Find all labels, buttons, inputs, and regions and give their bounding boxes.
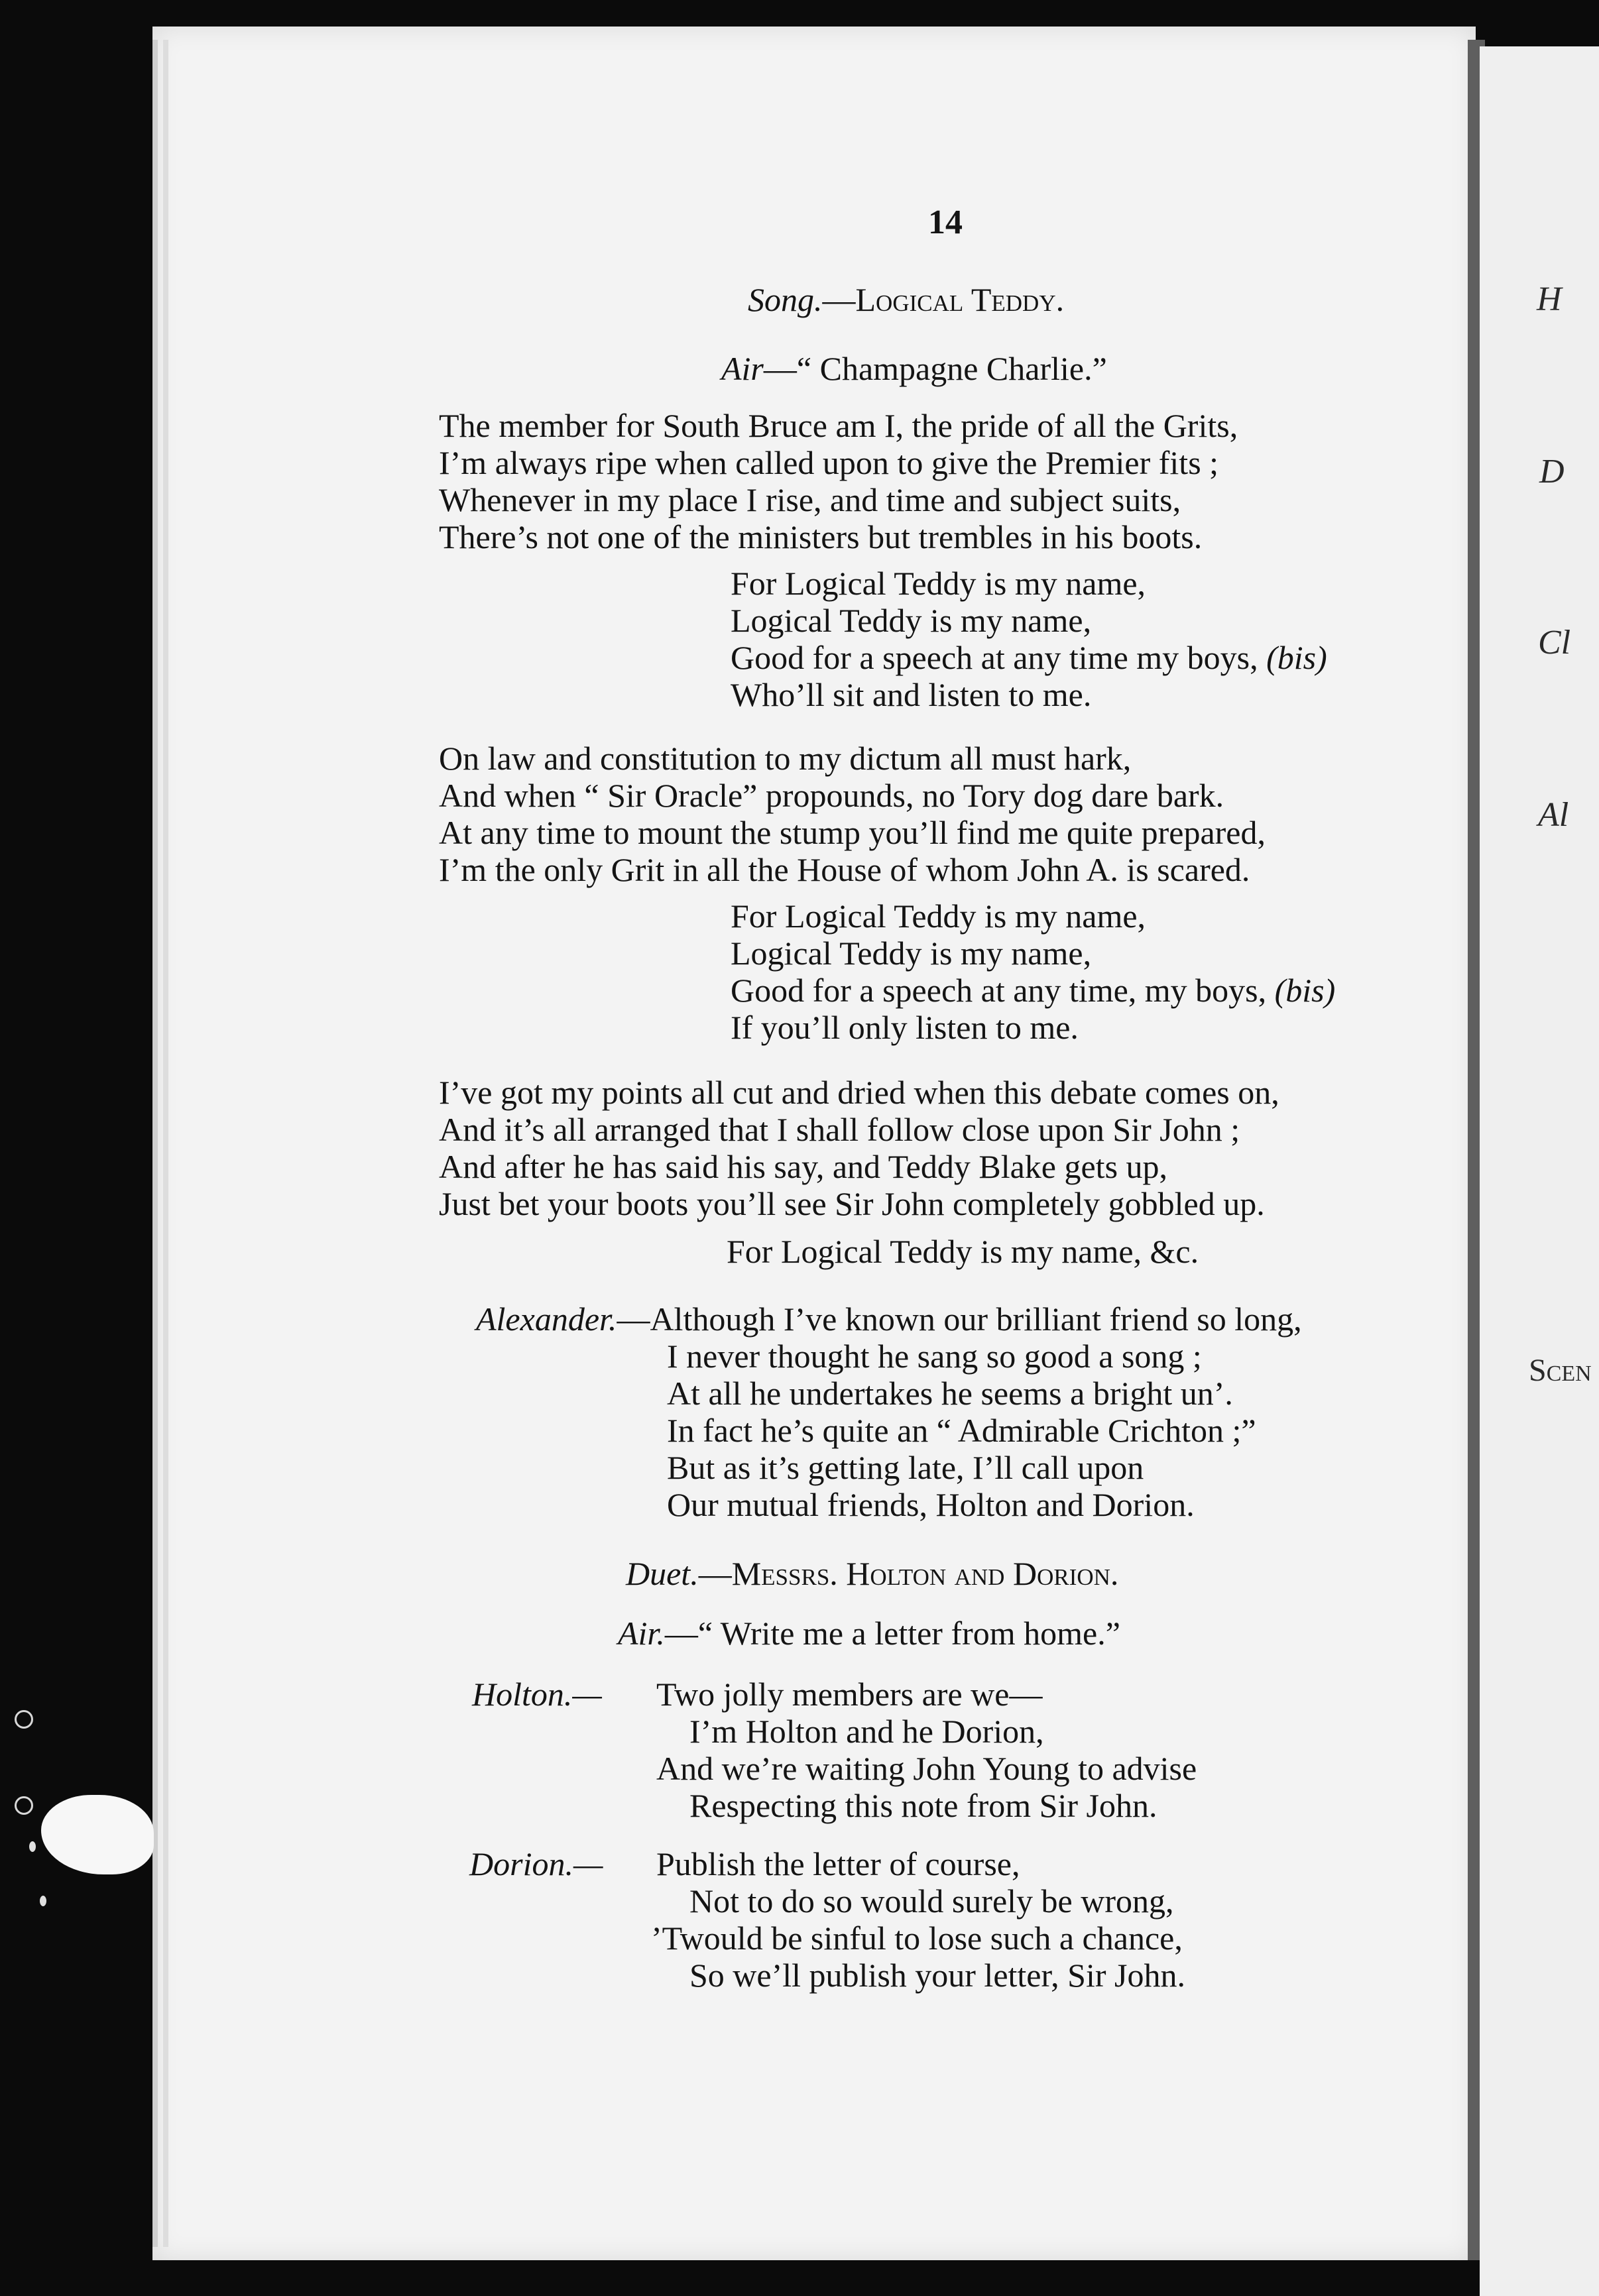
refrain2-line1: For Logical Teddy is my name, [731,897,1146,935]
speaker-dorion: Dorion.— [469,1845,603,1882]
song-air [721,350,1107,387]
dorion-line4: So we’ll publish your letter, Sir John. [689,1957,1185,1994]
verse2-line4: I’m the only Grit in all the House of whom John A. is scared. [439,851,1250,888]
verse1-line1: The member for South Bruce am I, the pride of all the Grits, [439,407,1238,444]
verse2-line1: On law and constitution to my dictum all must hark, [439,740,1132,777]
dorion-line1: Publish the letter of course, [656,1845,1020,1882]
verse3-line1: I’ve got my points all cut and dried when this debate comes on, [439,1074,1279,1111]
speck-1 [29,1841,36,1852]
facing-fragment-cl: Cl [1538,624,1571,661]
verse3-line4: Just bet your boots you’ll see Sir John completely gobbled up. [439,1185,1265,1222]
air-tune: “ Champagne Charlie.” [796,350,1107,387]
refrain1-line1: For Logical Teddy is my name, [731,565,1146,602]
refrain1-line4: Who’ll sit and listen to me. [731,676,1092,713]
duet-air-label: Air. [618,1615,665,1652]
duet-label: Duet. [626,1555,699,1592]
page-edge-left [152,40,158,2247]
refrain1-line2: Logical Teddy is my name, [731,602,1092,639]
verse1-line4: There’s not one of the ministers but trembles in his boots. [439,518,1203,555]
speck-2 [40,1896,46,1906]
page-edge-left-2 [163,40,168,2247]
song-label: Song. [748,281,823,318]
air-dash: — [763,350,797,387]
refrain2-line3 [731,972,1335,1009]
duet-dash: — [698,1555,732,1592]
alexander-line1: —Although I’ve known our brilliant friend so long, [617,1300,1302,1338]
alexander-line3: At all he undertakes he seems a bright un’. [667,1375,1233,1412]
facing-fragment-al: Al [1538,796,1569,834]
alexander-line4: In fact he’s quite an “ Admirable Crichton ;” [667,1412,1256,1449]
verse1-line3: Whenever in my place I rise, and time and subject suits, [439,481,1181,518]
facing-page [1480,46,1599,2296]
verse2-line3: At any time to mount the stump you’ll find me quite prepared, [439,814,1266,851]
holton-line4: Respecting this note from Sir John. [689,1787,1157,1824]
bis-mark-2: (bis) [1274,972,1336,1009]
dorion-line2: Not to do so would surely be wrong, [689,1882,1174,1920]
alexander-line2: I never thought he sang so good a song ; [667,1338,1202,1375]
verse3-line3: And after he has said his say, and Teddy Blake gets up, [439,1148,1168,1185]
binding-hole-1 [15,1710,33,1729]
holton-line1: Two jolly members are we— [656,1676,1043,1713]
alexander-line5: But as it’s getting late, I’ll call upon [667,1449,1144,1486]
duet-name: Messrs. Holton and Dorion. [731,1555,1119,1592]
holton-line3: And we’re waiting John Young to advise [656,1750,1197,1787]
refrain2-line4: If you’ll only listen to me. [731,1009,1079,1046]
facing-fragment-d: D [1539,453,1565,490]
facing-fragment-h: H [1537,280,1562,318]
duet-air-tune: “ Write me a letter from home.” [697,1615,1120,1652]
speaker-holton: Holton.— [472,1676,602,1713]
song-title-dash: — [822,281,856,318]
verse2-line2: And when “ Sir Oracle” propounds, no Tory dog dare bark. [439,777,1224,814]
dorion-line3: ’Twould be sinful to lose such a chance, [651,1920,1183,1957]
speaker-alexander: Alexander. [476,1300,617,1338]
air-label: Air [721,350,764,387]
alexander-block [476,1300,1302,1338]
verse1-line2: I’m always ripe when called upon to give the Premier fits ; [439,444,1219,481]
paper-blot [41,1795,154,1874]
refrain1-line3-text: Good for a speech at any time my boys, [731,639,1258,676]
alexander-line6: Our mutual friends, Holton and Dorion. [667,1486,1195,1523]
song-name: Logical Teddy. [855,281,1065,318]
verse3-line2: And it’s all arranged that I shall follow close upon Sir John ; [439,1111,1240,1148]
duet-air [618,1615,1120,1652]
refrain2-line3-text: Good for a speech at any time, my boys, [731,972,1267,1009]
duet-title [626,1555,1118,1592]
binding-hole-2 [15,1796,33,1815]
refrain1-line3 [731,639,1327,676]
duet-air-dash: — [664,1615,698,1652]
facing-fragment-scen: Scen [1529,1353,1592,1388]
refrain2-line2: Logical Teddy is my name, [731,935,1092,972]
refrain3: For Logical Teddy is my name, &c. [727,1233,1199,1270]
page-number: 14 [928,203,963,241]
bis-mark-1: (bis) [1266,639,1327,676]
holton-line2: I’m Holton and he Dorion, [689,1713,1044,1750]
song-title [748,281,1064,318]
